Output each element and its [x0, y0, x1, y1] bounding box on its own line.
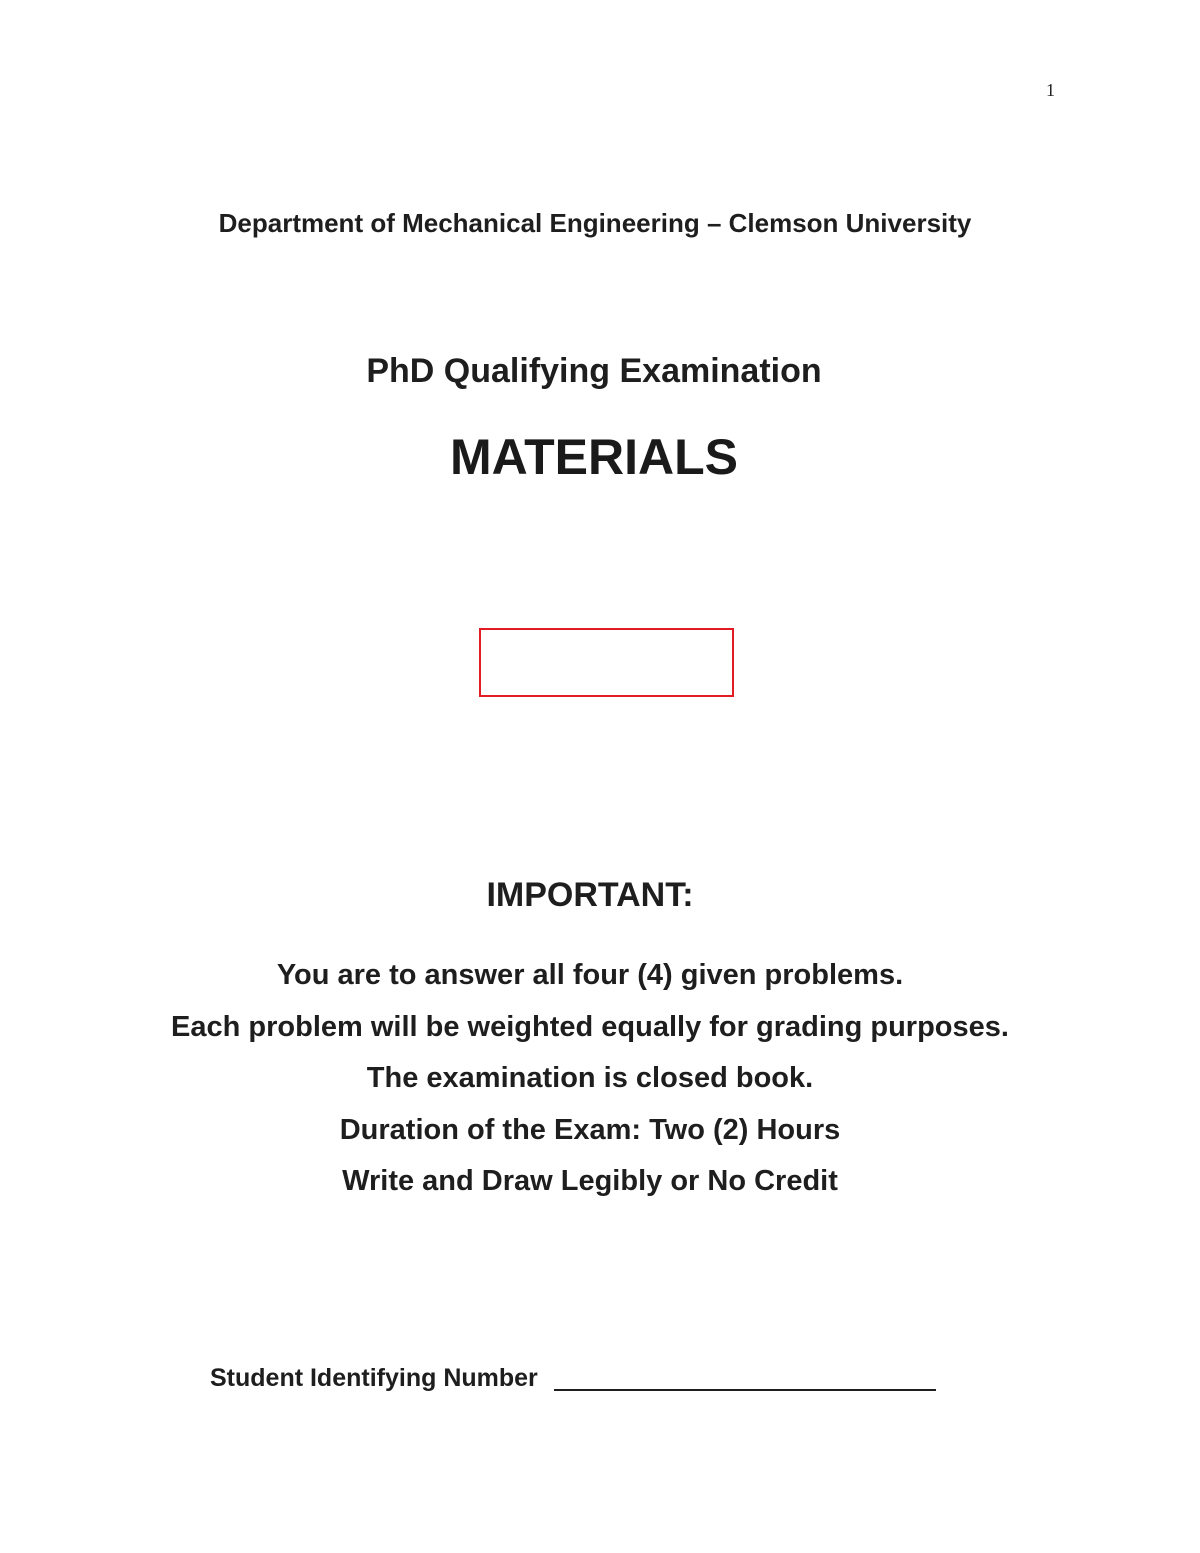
instructions-list	[0, 950, 1180, 1208]
instruction-line: You are to answer all four (4) given problems.	[276, 959, 904, 991]
exam-type-title: PhD Qualifying Examination	[366, 352, 822, 390]
student-id-label: Student Identifying Number	[210, 1364, 538, 1392]
student-id-row	[210, 1364, 936, 1393]
page-number: 1	[1046, 80, 1055, 100]
instruction-line: Duration of the Exam: Two (2) Hours	[339, 1113, 841, 1146]
student-id-blank-field[interactable]	[554, 1389, 936, 1391]
instruction-line: Write and Draw Legibly or No Credit	[342, 1165, 838, 1197]
exam-subject-title: MATERIALS	[450, 429, 738, 485]
department-header: Department of Mechanical Engineering – Clemson University	[218, 208, 972, 238]
instruction-line: Each problem will be weighted equally for grading purposes.	[171, 1010, 1009, 1043]
instruction-line: The examination is closed book.	[366, 1062, 814, 1094]
important-heading: IMPORTANT:	[486, 876, 694, 914]
redaction-box	[479, 628, 734, 697]
